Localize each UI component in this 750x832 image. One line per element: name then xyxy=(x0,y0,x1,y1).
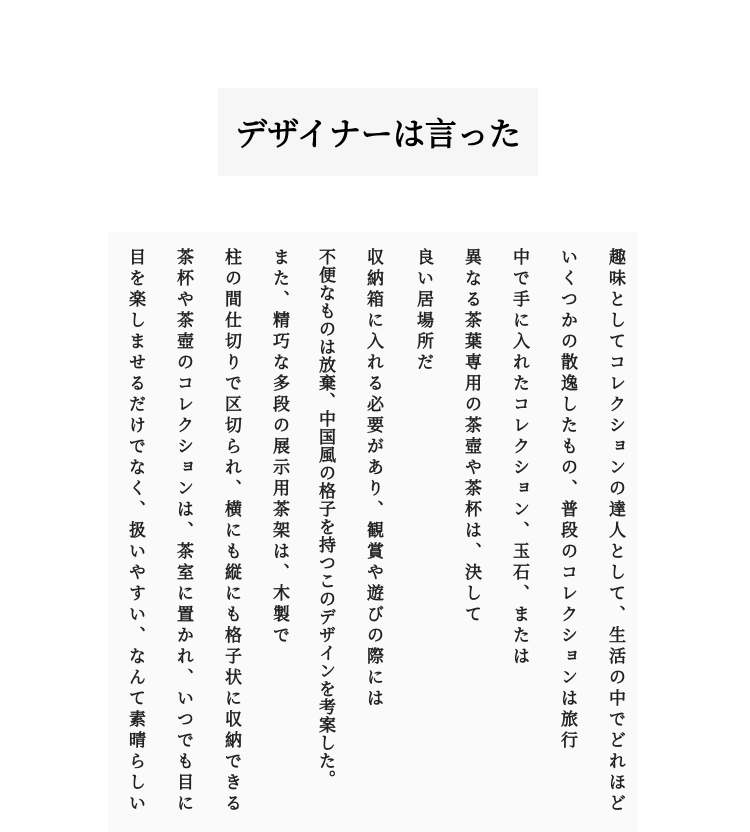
text-line-4: 異なる茶葉専用の茶壺や茶杯は、決して xyxy=(461,248,481,626)
page-title: デザイナーは言った xyxy=(235,115,521,153)
text-line-1: 趣味としてコレクションの達人として、生活の中でどれほど xyxy=(605,248,625,815)
text-line-3: 中で手に入れたコレクション、玉石、または xyxy=(509,248,529,668)
text-line-8: また、精巧な多段の展示用茶架は、木製で xyxy=(269,248,289,647)
text-line-6: 収納箱に入れる必要があり、観賞や遊びの際には xyxy=(363,248,383,710)
text-line-5: 良い居場所だ xyxy=(413,248,433,374)
title-banner xyxy=(218,88,538,176)
text-line-10: 茶杯や茶壺のコレクションは、茶室に置かれ、いつでも目に xyxy=(173,248,193,815)
text-line-11: 目を楽しませるだけでなく、扱いやすい、なんて素晴らしい xyxy=(125,248,145,815)
text-line-7: 不便なものは放棄、中国風の格子を持つこのデザインを考案した。 xyxy=(315,248,335,788)
text-line-9: 柱の間仕切りで区切られ、横にも縦にも格子状に収納できる xyxy=(221,248,241,815)
text-line-2: いくつかの散逸したもの、普段のコレクションは旅行 xyxy=(557,248,577,752)
